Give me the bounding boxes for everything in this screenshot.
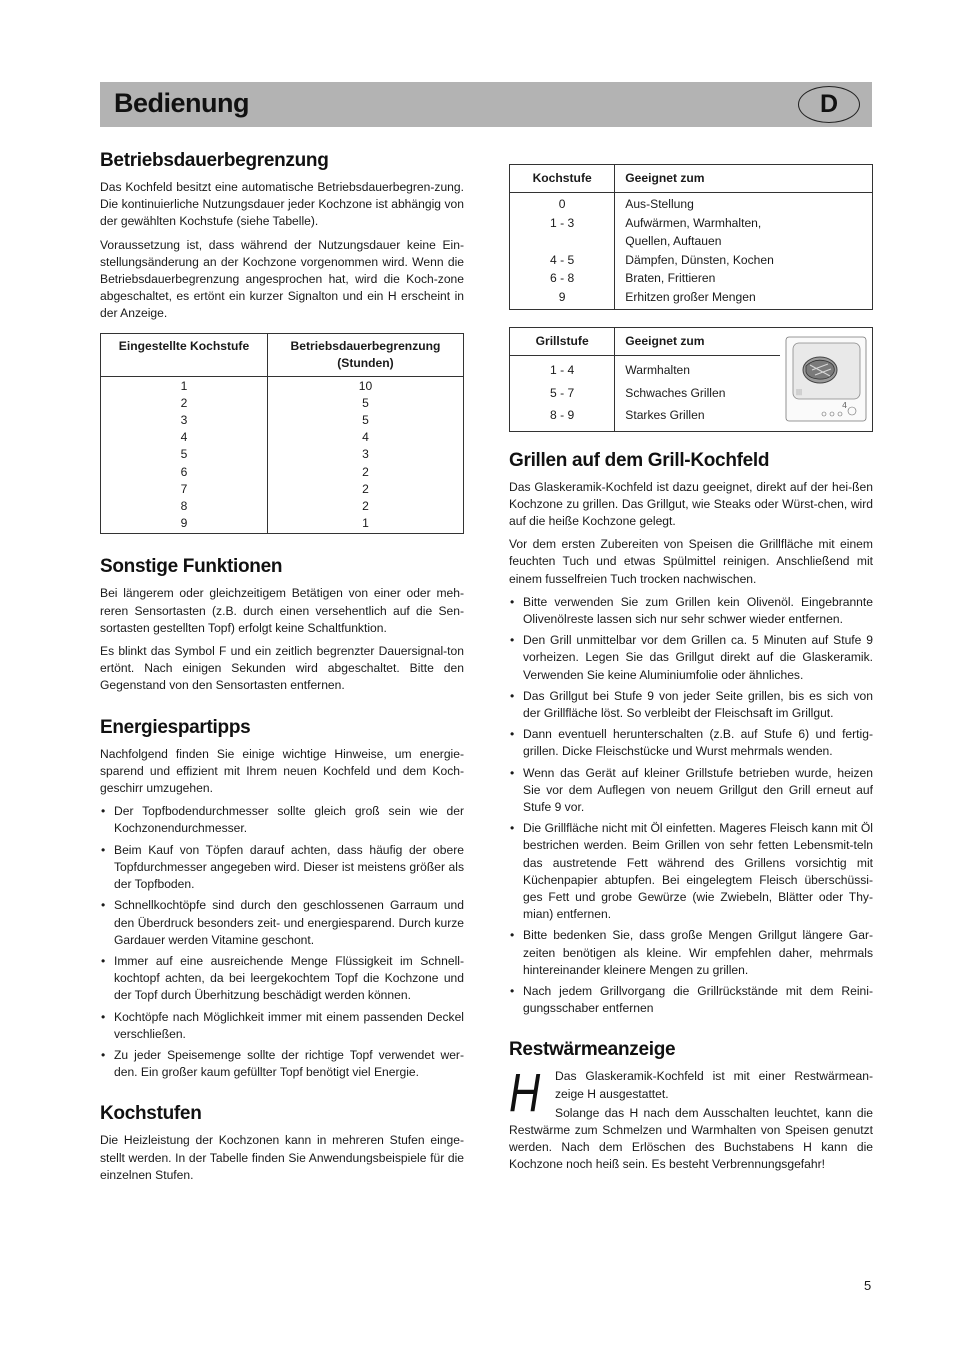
betriebsdauer-table — [100, 333, 464, 535]
cell-value: 6 - 8 — [550, 271, 575, 285]
paragraph: Es blinkt das Symbol F und ein zeitlich begrenzter Dauersignal-ton ertönt. Nach einigen Sekunden wird abgeschaltet. Bitte den Gegenstand von den Sensortasten entfernen. — [100, 644, 464, 693]
table-header: Grillstufe — [510, 328, 615, 356]
cell-value: 8 - 9 — [550, 408, 575, 422]
list-item: • Zu jeder Speisemenge sollte der richtige Topf verwendet wer-den. Ein großer kaum gefüllter Topf benötigt viel Energie. — [100, 1047, 464, 1081]
paragraph: Vor dem ersten Zubereiten von Speisen die Grillfläche mit einem feuchten Tuch und etwas Spülmittel reinigen. Anschließend mit einem fusselfreien Tuch trocken nachwischen. — [509, 537, 873, 586]
cell-value: 2 — [180, 395, 188, 410]
page-header-banner — [100, 82, 872, 127]
cell-value: 2 — [362, 464, 369, 479]
cell-value: 10 — [358, 378, 373, 393]
cell-value: 4 - 5 — [550, 252, 575, 267]
table-header: Kochstufe — [510, 165, 615, 193]
cell-value: 5 — [180, 447, 188, 462]
cell-value: 2 — [362, 481, 369, 496]
cell-value: Schwaches Grillen — [625, 385, 726, 400]
cell-value: Erhitzen großer Mengen — [625, 289, 756, 304]
section-energie — [100, 717, 464, 1082]
svg-text:|||: ||| — [796, 389, 803, 397]
section-sonstige — [100, 556, 464, 694]
list-item: • Dann eventuell herunterschalten (z.B. auf Stufe 6) und fertig-grillen. Dicke Fleischstücke und Wurst mehrmals wenden. — [509, 726, 873, 760]
paragraph: Das Glaskeramik-Kochfeld ist mit einer Restwärmean-zeige H ausgestattet. — [555, 1069, 873, 1101]
right-column — [509, 164, 873, 1180]
list-item: • Wenn das Gerät auf kleiner Grillstufe betrieben wurde, heizen Sie vor dem Auflegen von neuem Grillgut den Grill erneut auf Stufe 9 vor. — [509, 765, 873, 817]
heading-restwaerme: Restwärmeanzeige — [509, 1039, 676, 1061]
table-header: Geeignet zum — [615, 328, 780, 356]
paragraph: Das Kochfeld besitzt eine automatische Betriebsdauerbegren-zung. Die kontinuierliche Nutzungsdauer jeder Kochzone ist abhängig von der gewählten Kochstufe (siehe Tabelle). — [100, 180, 464, 229]
paragraph: Solange das H nach dem Ausschalten leuchtet, kann die Restwärme zum Schmelzen und Warmhalten von Speisen genutzt werden. Nach dem Erlöschen des Buchstabens H kann die Kochzone noch heiß sein. Es besteht Verbrennungsgefahr! — [509, 1105, 873, 1172]
table-cell — [267, 376, 463, 534]
energie-list — [100, 803, 464, 1081]
cell-value: 1 — [362, 516, 369, 531]
cell-value: 6 — [180, 464, 188, 479]
table-cell — [615, 193, 873, 310]
table-cell — [615, 356, 780, 432]
cell-value: Aufwärmen, Warmhalten, Quellen, Auftauen — [625, 215, 762, 248]
grill-hob-icon — [784, 334, 868, 424]
restwaerme-block — [509, 1063, 873, 1173]
cell-value: 4 — [362, 430, 369, 445]
list-item: • Das Grillgut bei Stufe 9 von jeder Seite grillen, bis es sich von der Grillfläche löst. So verbleibt der Fleischsaft im Grillgut. — [509, 688, 873, 722]
section-betriebsdauer — [100, 150, 464, 534]
hob-illustration-cell — [780, 328, 873, 432]
paragraph: Die Heizleistung der Kochzonen kann in mehreren Stufen einge-stellt werden. In der Tabelle finden Sie Anwendungsbeispiele für die einzelnen Stufen. — [100, 1133, 464, 1182]
table-cell — [510, 356, 615, 432]
cell-value: 2 — [362, 499, 369, 514]
cell-value: 7 — [180, 481, 188, 496]
cell-value: Dämpfen, Dünsten, Kochen — [625, 252, 774, 267]
heading-energie: Energiespartipps — [100, 716, 251, 738]
cell-value: 5 — [362, 395, 369, 410]
cell-value: 8 — [180, 499, 188, 514]
page-number: 5 — [864, 1278, 872, 1293]
table-cell — [510, 193, 615, 310]
cell-value: 9 — [180, 516, 188, 531]
paragraph: Nachfolgend finden Sie einige wichtige Hinweise, um energie-sparend und effizient mit Ihrem neuen Kochfeld und dem Koch-geschirr umzugehen. — [100, 746, 464, 796]
kochstufe-table — [509, 164, 873, 310]
cell-value: 0 — [558, 197, 566, 211]
cell-value: 1 - 4 — [550, 363, 575, 377]
section-kochstufen — [100, 1103, 464, 1184]
list-item: • Die Grillfläche nicht mit Öl einfetten. Mageres Fleisch kann mit Öl bestrichen werden. Beim Grillen von sehr fetten Lebensmit-teln das austretende Fett während des Grillens vorsichtig mit Küchenpapier abtupfen. Bei eingelegtem Fleisch überschüssi-ges Fett und grobe Gewürze (wie Zwiebeln, Blätter oder Thy-mian) entfernen. — [509, 820, 873, 923]
cell-value: 5 - 7 — [550, 385, 575, 400]
list-item: • Den Grill unmittelbar vor dem Grillen ca. 5 Minuten auf Stufe 9 vorheizen. Legen Sie das Grillgut direkt auf die Glaskeramik. Verwenden Sie keine Aluminiumfolie oder ähnliches. — [509, 632, 873, 684]
list-item: • Kochtöpfe nach Möglichkeit immer mit einem passenden Deckel verschließen. — [100, 1009, 464, 1043]
section-restwaerme — [509, 1039, 873, 1173]
heading-kochstufen: Kochstufen — [100, 1103, 202, 1125]
heading-sonstige: Sonstige Funktionen — [100, 556, 283, 578]
section-grillen — [509, 450, 873, 1018]
heading-grillen: Grillen auf dem Grill-Kochfeld — [509, 449, 770, 471]
language-badge: D — [798, 86, 860, 123]
page-title: Bedienung — [114, 88, 249, 118]
list-item: • Immer auf eine ausreichende Menge Flüssigkeit im Schnell-kochtopf achten, da bei leergekochtem Topf die Kochzone und der Topf durch Überhitzung beschädigt werden können. — [100, 953, 464, 1005]
cell-value: Starkes Grillen — [625, 408, 705, 422]
list-item: • Bitte bedenken Sie, dass große Mengen Grillgut längere Gar-zeiten benötigen als kleine. Wir empfehlen daher, mehrmals hintereinander kleinere Mengen zu grillen. — [509, 927, 873, 979]
svg-text:4: 4 — [842, 401, 848, 411]
paragraph: Voraussetzung ist, dass während der Nutzungsdauer keine Ein-stellungsänderung an der Kochzone vorgenommen wird. Wenn die Betriebsdauerbegrenzung angesprochen hat, wird die Koch-zone abgeschaltet, es ertönt ein kurzer Signalton und ein H erscheint in der Anzeige. — [100, 237, 464, 321]
cell-value: 3 — [180, 413, 188, 428]
list-item: • Beim Kauf von Töpfen darauf achten, dass häufig der obere Topfdurchmesser angegeben wird. Dieser ist meistens größer als der Topfboden. — [100, 842, 464, 894]
table-header: Eingestellte Kochstufe — [101, 333, 268, 376]
cell-value: 4 — [180, 430, 188, 445]
paragraph: Bei längerem oder gleichzeitigem Betätigen von einer oder meh-reren Sensortasten (z.B. durch einen versehentlich auf die Sen-sortasten gestellten Topf) erfolgt keine Schaltfunktion. — [100, 586, 464, 635]
list-item: • Bitte verwenden Sie zum Grillen kein Olivenöl. Eingebrannte Olivenölreste lassen sich nur sehr schwer wieder entfernen. — [509, 594, 873, 628]
paragraph: Das Glaskeramik-Kochfeld ist dazu geeignet, direkt auf der hei-ßen Kochzone zu grillen. Das Grillgut, wie Steaks oder Würst-chen, wird auf die heiße Kochzone gelegt. — [509, 479, 873, 528]
cell-value: Braten, Frittieren — [625, 271, 716, 285]
cell-value: 3 — [362, 447, 369, 462]
table-header: Betriebsdauerbegrenzung (Stunden) — [267, 333, 463, 376]
table-header: Geeignet zum — [615, 165, 873, 193]
grillstufe-table — [509, 327, 873, 432]
list-item: • Schnellkochtöpfe sind durch den geschlossenen Garraum und den Überdruck besonders zeit- und energiesparend. Durch kurze Gardauer werden Vitamine geschont. — [100, 897, 464, 949]
list-item: • Nach jedem Grillvorgang die Grillrückstände mit dem Reini-gungsschaber entfernen — [509, 983, 873, 1017]
left-column — [100, 150, 464, 1190]
table-cell — [101, 376, 268, 534]
grillen-list — [509, 594, 873, 1018]
cell-value: Aus-Stellung — [625, 197, 694, 211]
cell-value: 1 - 3 — [550, 215, 575, 230]
cell-value: 9 — [558, 289, 566, 304]
cell-value: 5 — [362, 413, 369, 428]
heading-betriebsdauer: Betriebsdauerbegrenzung — [100, 150, 329, 171]
cell-value: Warmhalten — [625, 363, 691, 377]
list-item: • Der Topfbodendurchmesser sollte gleich groß sein wie der Kochzonendurchmesser. — [100, 803, 464, 837]
residual-heat-h-symbol: H — [509, 1063, 541, 1124]
cell-value: 1 — [180, 378, 188, 393]
